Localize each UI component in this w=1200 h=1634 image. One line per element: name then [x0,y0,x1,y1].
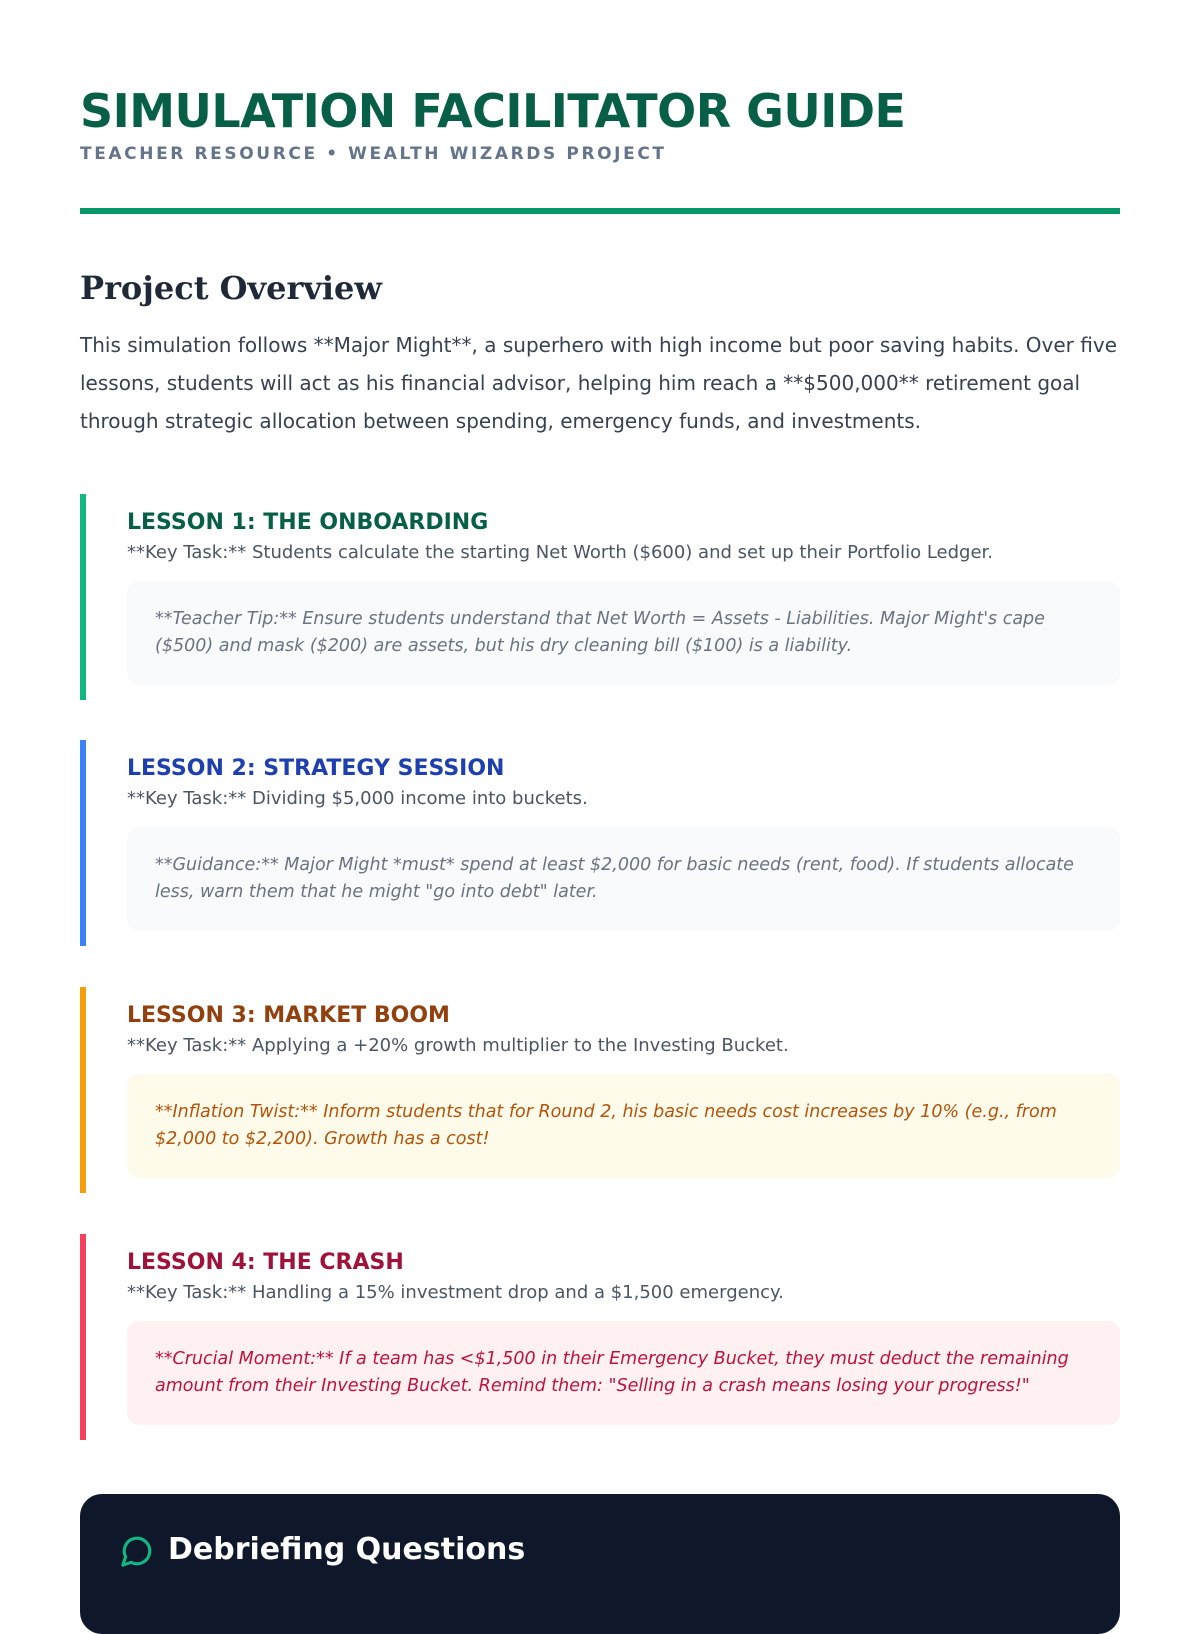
lesson-card-1 [80,494,1120,700]
lesson-tip-text: **Inflation Twist:** Inform students that for Round 2, his basic needs cost increases by 10% (e.g., from $2,000 to $2,200). Growth has a cost! [155,1102,1057,1149]
debrief-panel [80,1494,1120,1634]
lesson-accent-bar [80,1234,86,1440]
speech-bubble-icon [120,1534,154,1568]
lesson-key-task: **Key Task:** Applying a +20% growth multiplier to the Investing Bucket. [127,1035,789,1056]
lesson-card-2 [80,740,1120,946]
lesson-card-4 [80,1234,1120,1440]
lesson-tip-box [127,1321,1120,1425]
lesson-key-task: **Key Task:** Dividing $5,000 income into buckets. [127,788,588,809]
document-subtitle: TEACHER RESOURCE • WEALTH WIZARDS PROJECT [80,144,667,164]
debrief-heading: Debriefing Questions [168,1532,526,1567]
overview-heading: Project Overview [80,269,382,307]
lesson-accent-bar [80,987,86,1193]
facilitator-guide-page [80,0,1120,1600]
lesson-key-task: **Key Task:** Students calculate the starting Net Worth ($600) and set up their Portfolio Ledger. [127,542,994,563]
lesson-card-3 [80,987,1120,1193]
lesson-tip-text: **Guidance:** Major Might *must* spend at least $2,000 for basic needs (rent, food). If students allocate less, warn them that he might "go into debt" later. [155,855,1074,902]
lesson-key-task: **Key Task:** Handling a 15% investment drop and a $1,500 emergency. [127,1282,784,1303]
lesson-accent-bar [80,740,86,946]
lesson-tip-text: **Teacher Tip:** Ensure students understand that Net Worth = Assets - Liabilities. Major Might's cape ($500) and mask ($200) are assets, but his dry cleaning bill ($100) is a liability. [155,609,1045,656]
lesson-tip-text: **Crucial Moment:** If a team has <$1,500 in their Emergency Bucket, they must deduct the remaining amount from their Investing Bucket. Remind them: "Selling in a crash means losing your progress!" [155,1349,1069,1396]
lesson-title: LESSON 3: MARKET BOOM [127,1003,450,1028]
header-divider [80,208,1120,214]
lesson-accent-bar [80,494,86,700]
lesson-title: LESSON 4: THE CRASH [127,1250,404,1275]
lesson-title: LESSON 1: THE ONBOARDING [127,510,489,535]
overview-body: This simulation follows **Major Might**, a superhero with high income but poor saving habits. Over five lessons, students will act as his financial advisor, helping him reach a **$500,000** retirement goal through strategic allocation between spending, emergency funds, and investments. [80,333,1118,433]
lesson-title: LESSON 2: STRATEGY SESSION [127,756,505,781]
lesson-tip-box [127,581,1120,685]
document-title: SIMULATION FACILITATOR GUIDE [80,84,906,138]
lesson-tip-box [127,1074,1120,1178]
lesson-tip-box [127,827,1120,931]
